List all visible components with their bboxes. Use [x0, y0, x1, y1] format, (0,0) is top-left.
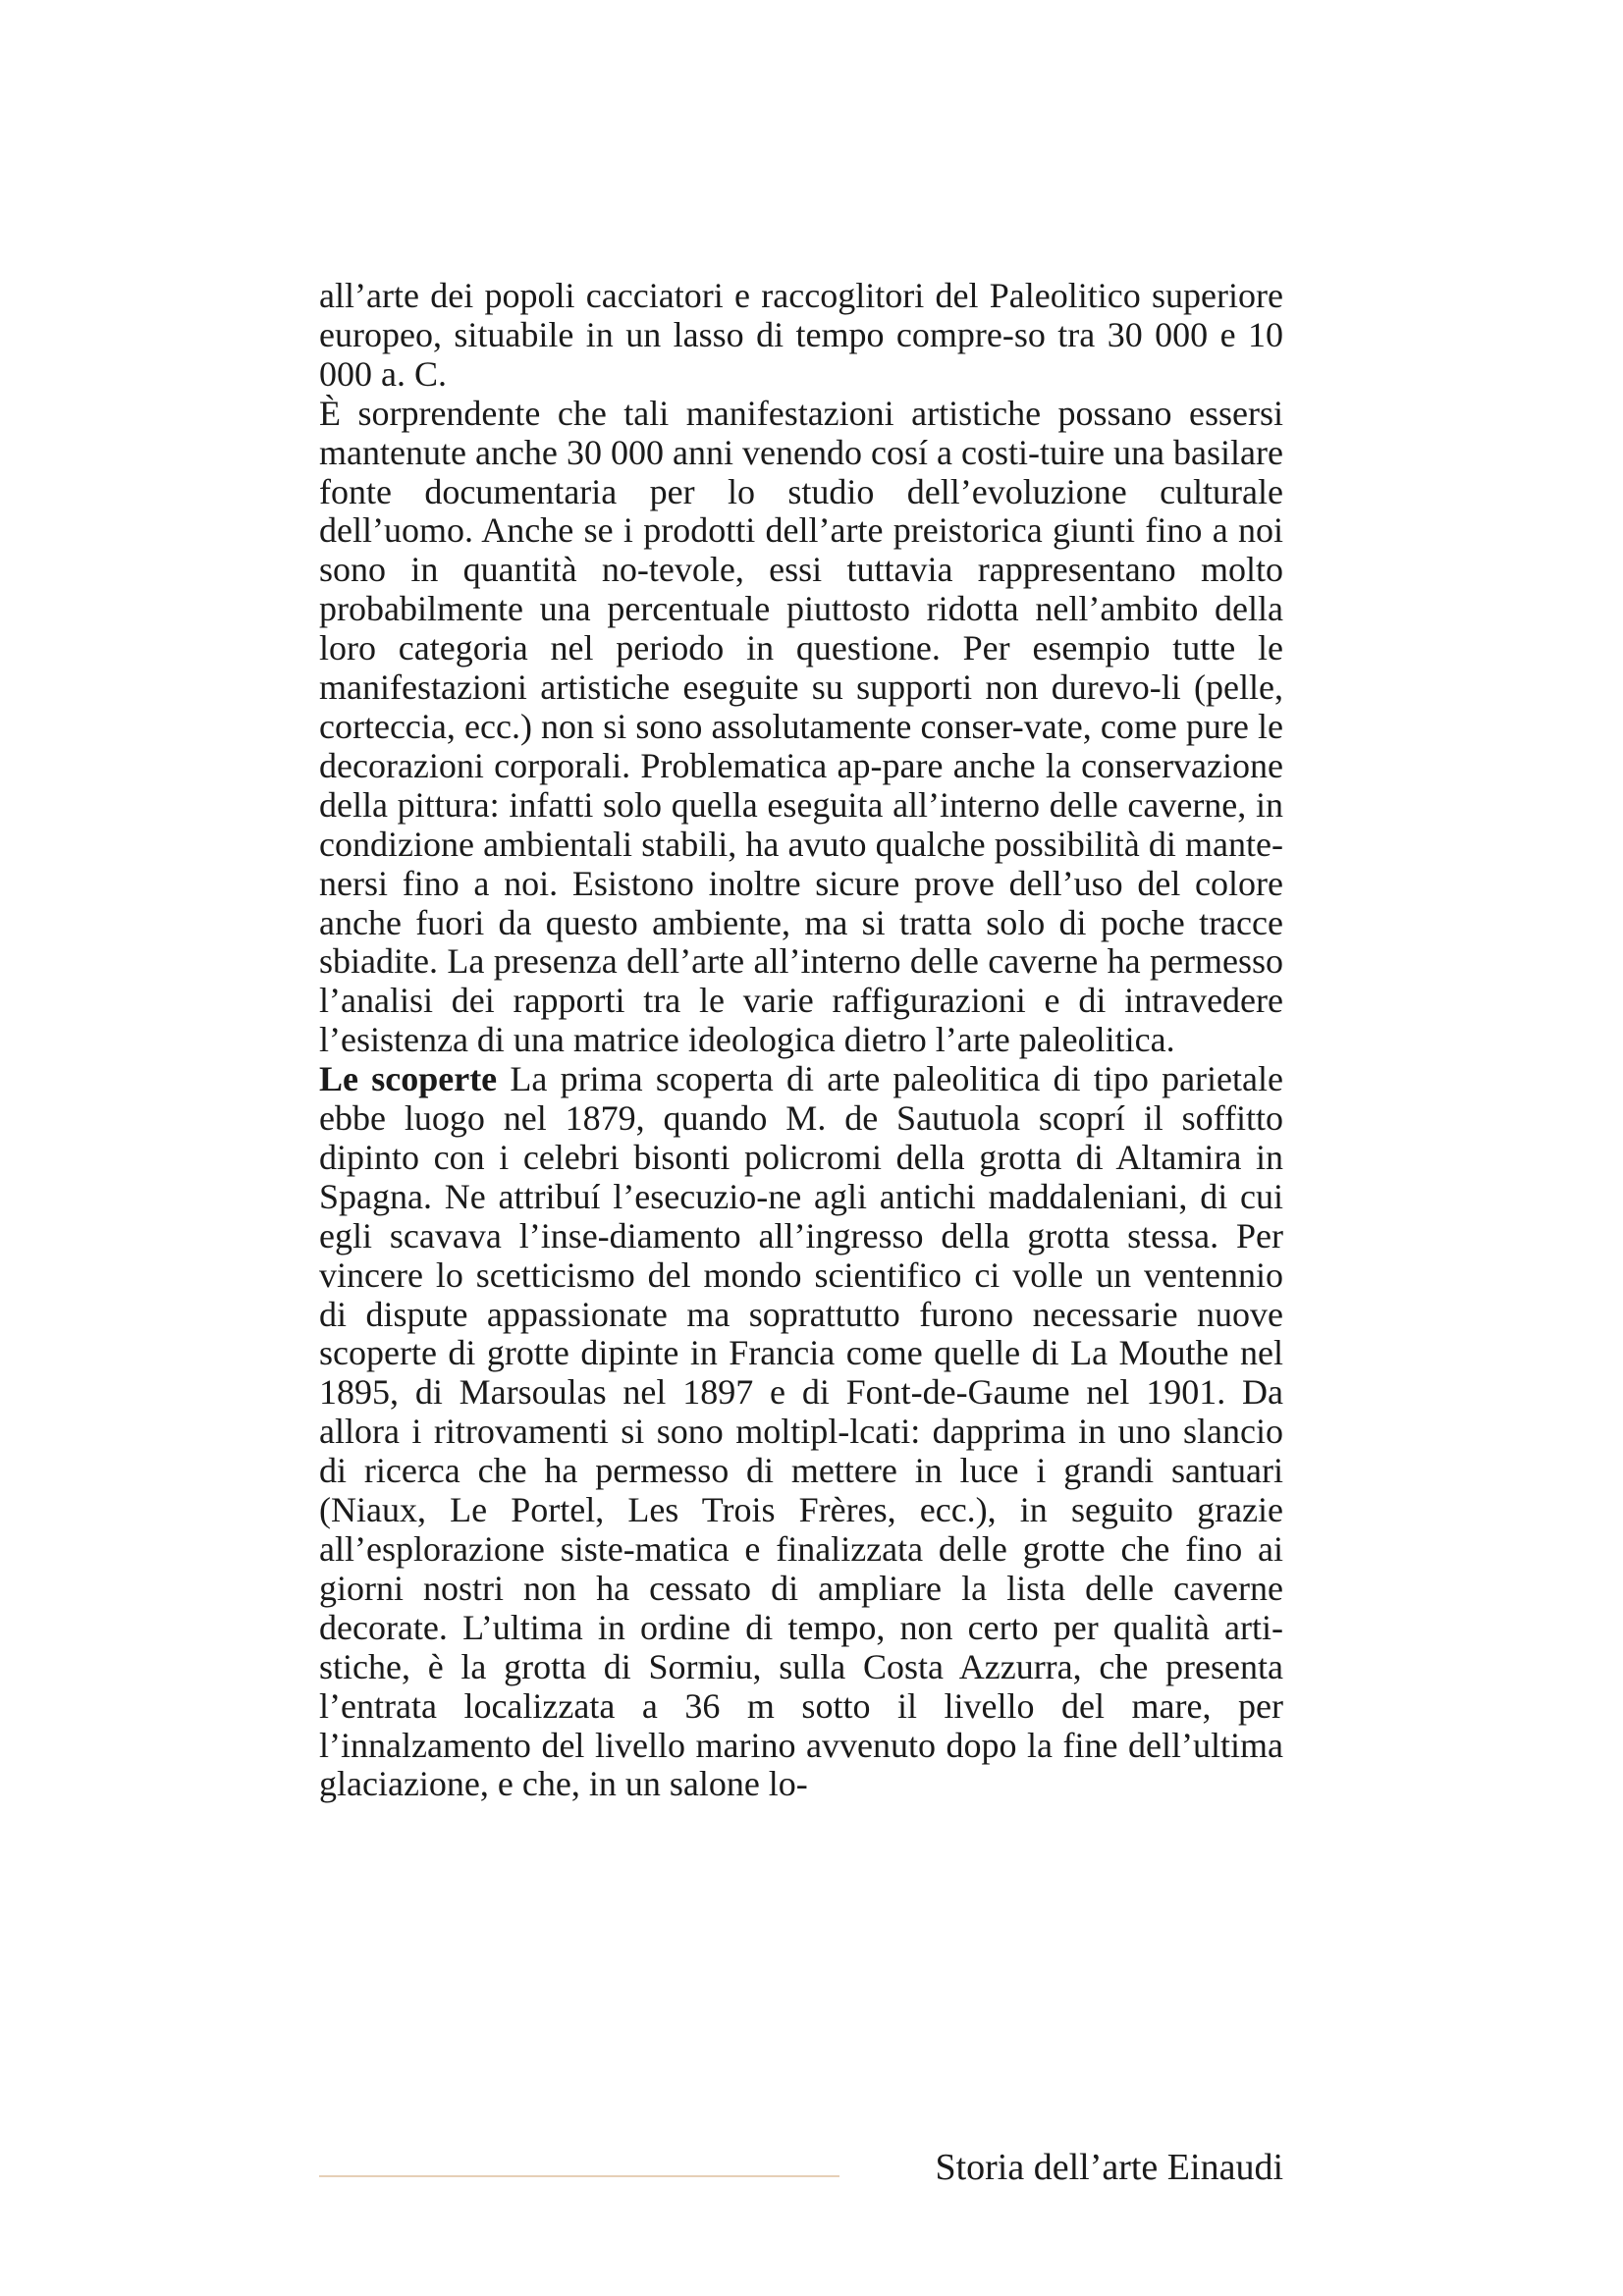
- body-text: [319, 277, 1283, 1804]
- paragraph-intro: [319, 277, 1283, 395]
- paragraph-text: La prima scoperta di arte paleolitica di tipo parietale ebbe luogo nel 1879, quando M. de Sautuola scoprí il soffitto dipinto con i celebri bisonti policromi della grotta di Altamira in Spagna. Ne attribuí l’esecuzio-ne agli antichi maddaleniani, di cui egli scavava l’inse-diamento all’ingresso della grotta stessa. Per vincere lo scetticismo del mondo scientifico ci volle un ventennio di dispute appassionate ma soprattutto furono necessarie nuove scoperte di grotte dipinte in Francia come quelle di La Mouthe nel 1895, di Marsoulas nel 1897 e di Font-de-Gaume nel 1901. Da allora i ritrovamenti si sono moltipl-lcati: dapprima in uno slancio di ricerca che ha permesso di mettere in luce i grandi santuari (Niaux, Le Portel, Les Trois Frères, ecc.), in seguito grazie all’esplorazione siste-matica e finalizzata delle grotte che fino ai giorni nostri non ha cessato di ampliare la lista delle caverne decorate. L’ultima in ordine di tempo, non certo per qualità arti-stiche, è la grotta di Sormiu, sulla Costa Azzurra, che presenta l’entrata localizzata a 36 m sotto il livello del mare, per l’innalzamento del livello marino avvenuto dopo la fine dell’ultima glaciazione, e che, in un salone lo-: [319, 1059, 1283, 1804]
- paragraph-preservation: [319, 395, 1283, 1060]
- section-heading: Le scoperte: [319, 1059, 498, 1099]
- footer-title: Storia dell’arte Einaudi: [935, 2147, 1283, 2188]
- paragraph-text: È sorprendente che tali manifestazioni artistiche possano essersi mantenute anche 30 000 anni venendo cosí a costi-tuire una basilare fonte documentaria per lo studio dell’evoluzione culturale dell’uomo. Anche se i prodotti dell’arte preistorica giunti fino a noi sono in quantità no-tevole, essi tuttavia rappresentano molto probabilmente una percentuale piuttosto ridotta nell’ambito della loro categoria nel periodo in questione. Per esempio tutte le manifestazioni artistiche eseguite su supporti non durevo-li (pelle, corteccia, ecc.) non si sono assolutamente conser-vate, come pure le decorazioni corporali. Problematica ap-pare anche la conservazione della pittura: infatti solo quella eseguita all’interno delle caverne, in condizione ambientali stabili, ha avuto qualche possibilità di mante-nersi fino a noi. Esistono inoltre sicure prove dell’uso del colore anche fuori da questo ambiente, ma si tratta solo di poche tracce sbiadite. La presenza dell’arte all’interno delle caverne ha permesso l’analisi dei rapporti tra le varie raffigurazioni e di intravedere l’esistenza di una matrice ideologica dietro l’arte paleolitica.: [319, 393, 1283, 1060]
- page-footer: [319, 2145, 1283, 2192]
- paragraph-discoveries: [319, 1060, 1283, 1804]
- footer-divider: [319, 2175, 839, 2177]
- paragraph-text: all’arte dei popoli cacciatori e raccoglitori del Paleolitico superiore europeo, situabile in un lasso di tempo compre-so tra 30 000 e 10 000 a. C.: [319, 276, 1283, 394]
